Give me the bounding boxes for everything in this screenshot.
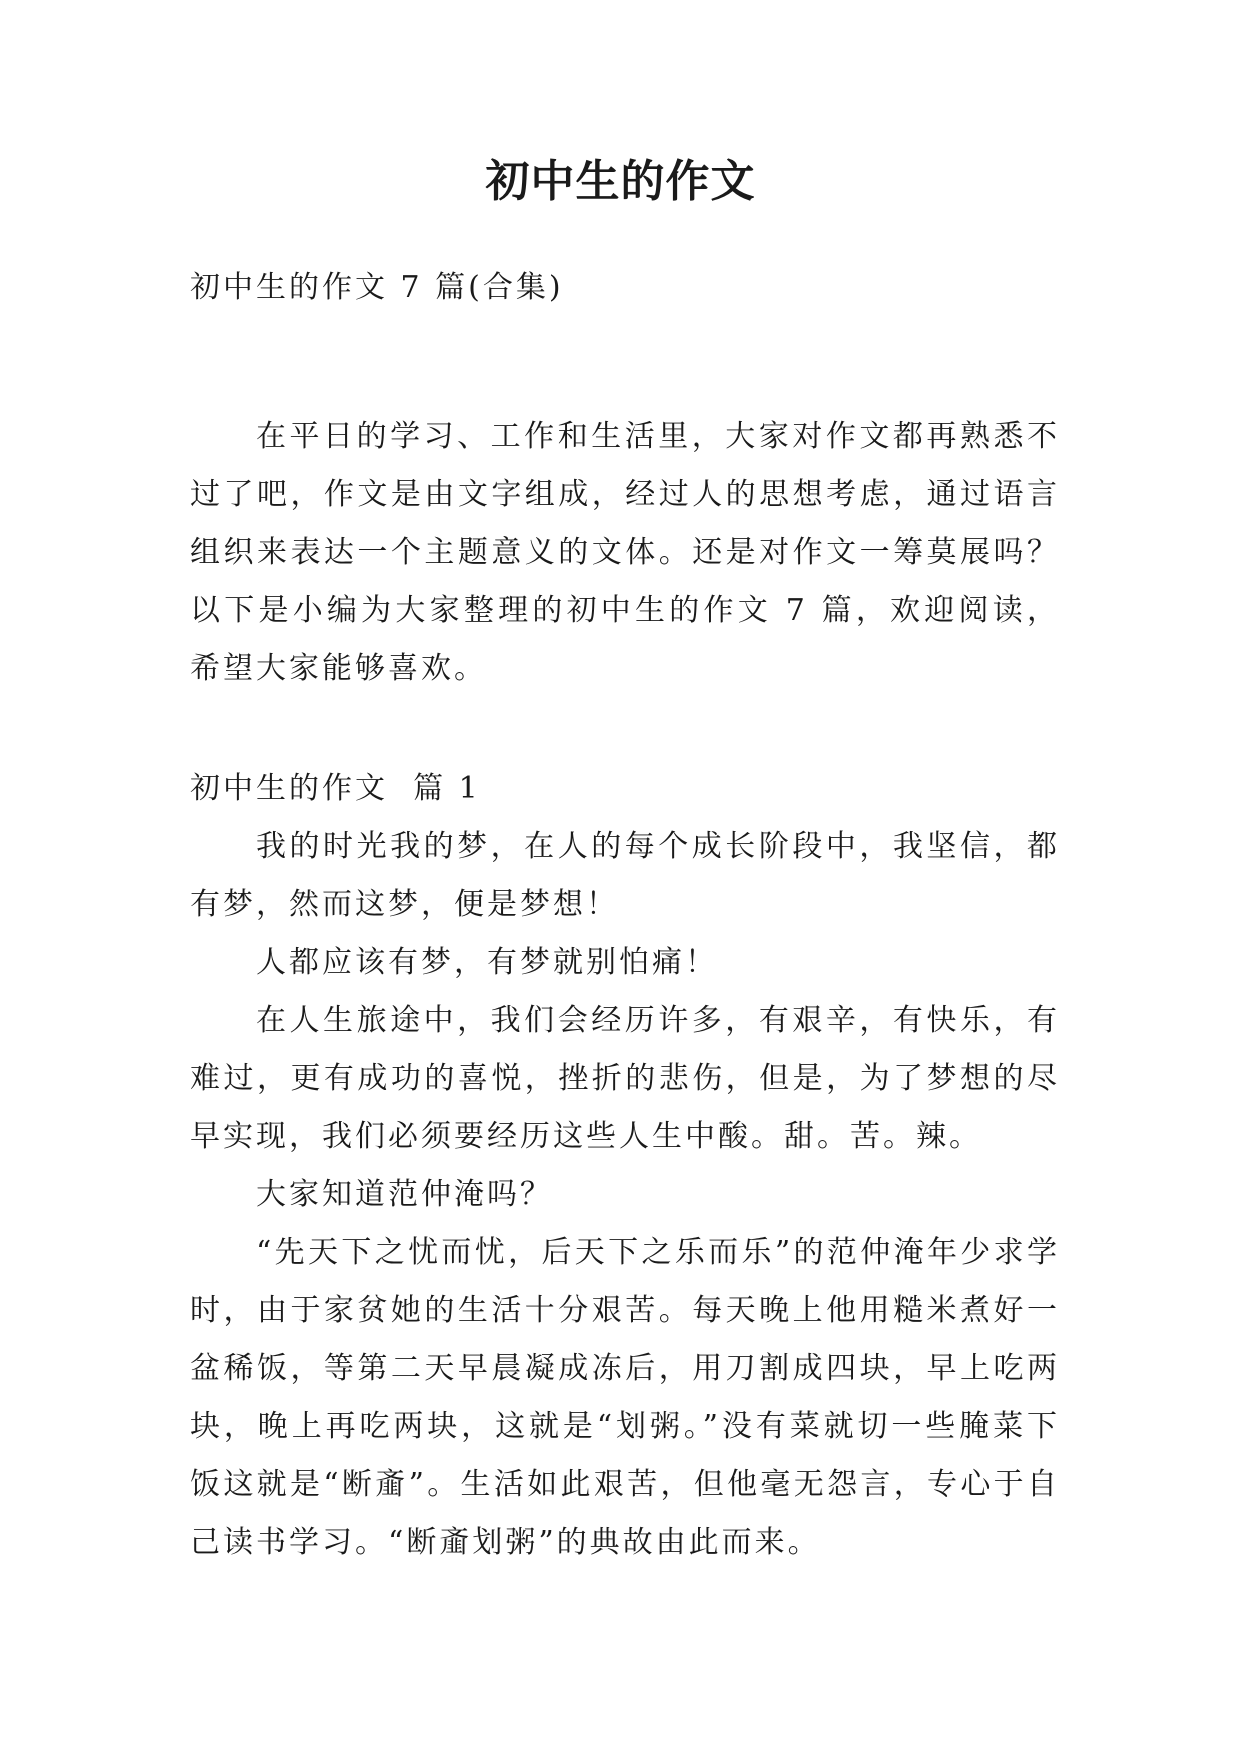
document-body	[190, 258, 1060, 1572]
body-paragraph: 大家知道范仲淹吗？	[256, 1177, 553, 1212]
spacer	[190, 698, 1060, 760]
document-title: 初中生的作文	[485, 156, 756, 207]
body-paragraph: 在人生旅途中，我们会经历许多，有艰辛，有快乐，有难过，更有成功的喜悦，挫折的悲伤，但是，为了梦想的尽早实现，我们必须要经历这些人生中酸。甜。苦。辣。	[190, 1003, 1060, 1154]
body-paragraph: “先天下之忧而忧，后天下之乐而乐”的范仲淹年少求学时，由于家贫她的生活十分艰苦。每天晚上他用糙米煮好一盆稀饭，等第二天早晨凝成冻后，用刀割成四块，早上吃两块，晚上再吃两块，这就是“划粥。”没有菜就切一些腌菜下饭这就是“断齑”。生活如此艰苦，但他毫无怨言，专心于自己读书学习。“断齑划粥”的典故由此而来。	[190, 1235, 1060, 1560]
section-heading: 初中生的作文 篇 1	[190, 771, 481, 806]
body-paragraph: 我的时光我的梦，在人的每个成长阶段中，我坚信，都有梦，然而这梦，便是梦想！	[190, 829, 1060, 922]
intro-paragraph: 在平日的学习、工作和生活里，大家对作文都再熟悉不过了吧，作文是由文字组成，经过人的思想考虑，通过语言组织来表达一个主题意义的文体。还是对作文一筹莫展吗？以下是小编为大家整理的初中生的作文 7 篇，欢迎阅读，希望大家能够喜欢。	[190, 419, 1060, 686]
spacer	[190, 318, 1060, 408]
body-paragraph: 人都应该有梦，有梦就别怕痛！	[256, 945, 718, 980]
document-subtitle: 初中生的作文 7 篇(合集)	[190, 270, 564, 305]
